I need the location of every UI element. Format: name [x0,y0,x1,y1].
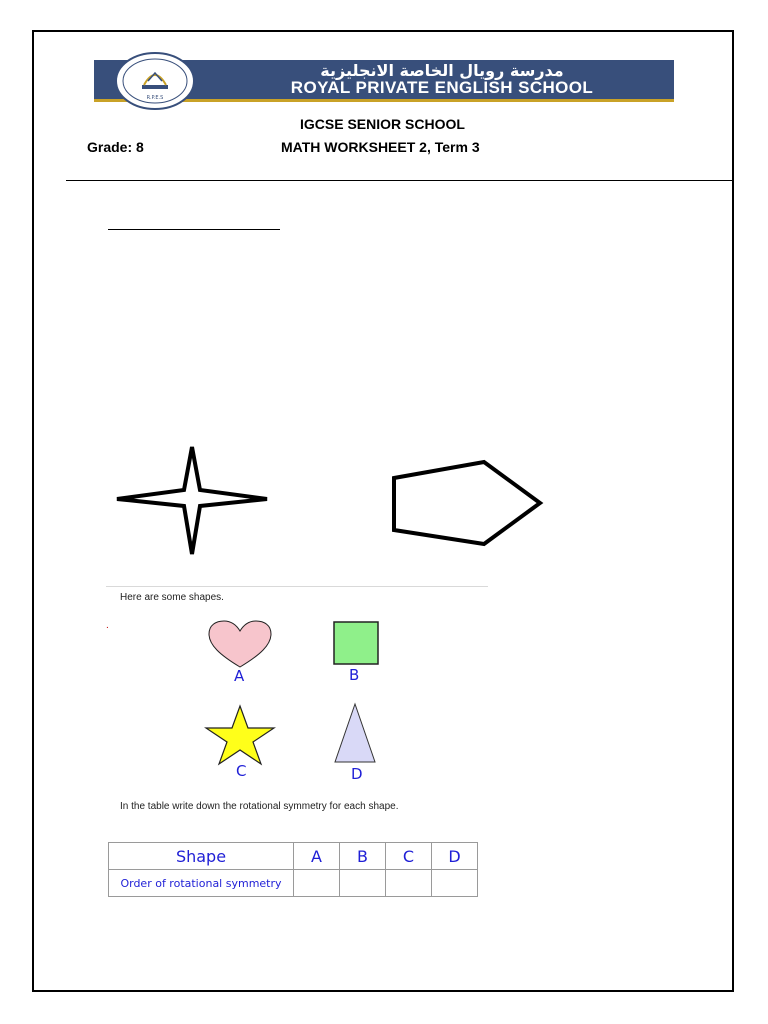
logo-text: R.P.E.S [146,95,164,101]
label-b: B [349,666,360,684]
answer-cell-d[interactable] [432,870,478,897]
square-shape-b [332,620,380,666]
header-shape: Shape [109,843,294,870]
red-marker: . [106,620,109,631]
label-d: D [351,765,363,783]
grade-label: Grade: 8 [87,139,144,155]
symmetry-table [108,842,478,897]
worksheet-title: MATH WORKSHEET 2, Term 3 [281,139,480,155]
label-c: C [236,762,247,780]
school-logo [114,51,196,111]
pentagon-figure [388,456,548,552]
answer-cell-b[interactable] [340,870,386,897]
answer-blank-line [108,229,280,230]
exercise-instruction: In the table write down the rotational symmetry for each shape. [120,801,399,812]
section-title: IGCSE SENIOR SCHOOL [300,116,465,132]
star-shape-c [204,704,276,766]
school-name-arabic: مدرسة رويال الخاصة الانجليزية [320,61,564,80]
school-name-english: ROYAL PRIVATE ENGLISH SCHOOL [290,78,594,97]
header-c: C [386,843,432,870]
exercise-intro: Here are some shapes. [120,592,224,603]
row-label: Order of rotational symmetry [109,870,294,897]
header-b: B [340,843,386,870]
exercise-panel-border [106,586,488,587]
header-d: D [432,843,478,870]
four-point-star-figure [112,444,272,558]
label-a: A [234,667,245,685]
heart-shape-a [206,619,274,669]
table-header-row [109,843,478,870]
header-divider [66,180,734,181]
header-a: A [294,843,340,870]
answer-cell-c[interactable] [386,870,432,897]
table-row [109,870,478,897]
exercise-panel [106,586,488,832]
triangle-shape-d [332,702,378,764]
answer-cell-a[interactable] [294,870,340,897]
